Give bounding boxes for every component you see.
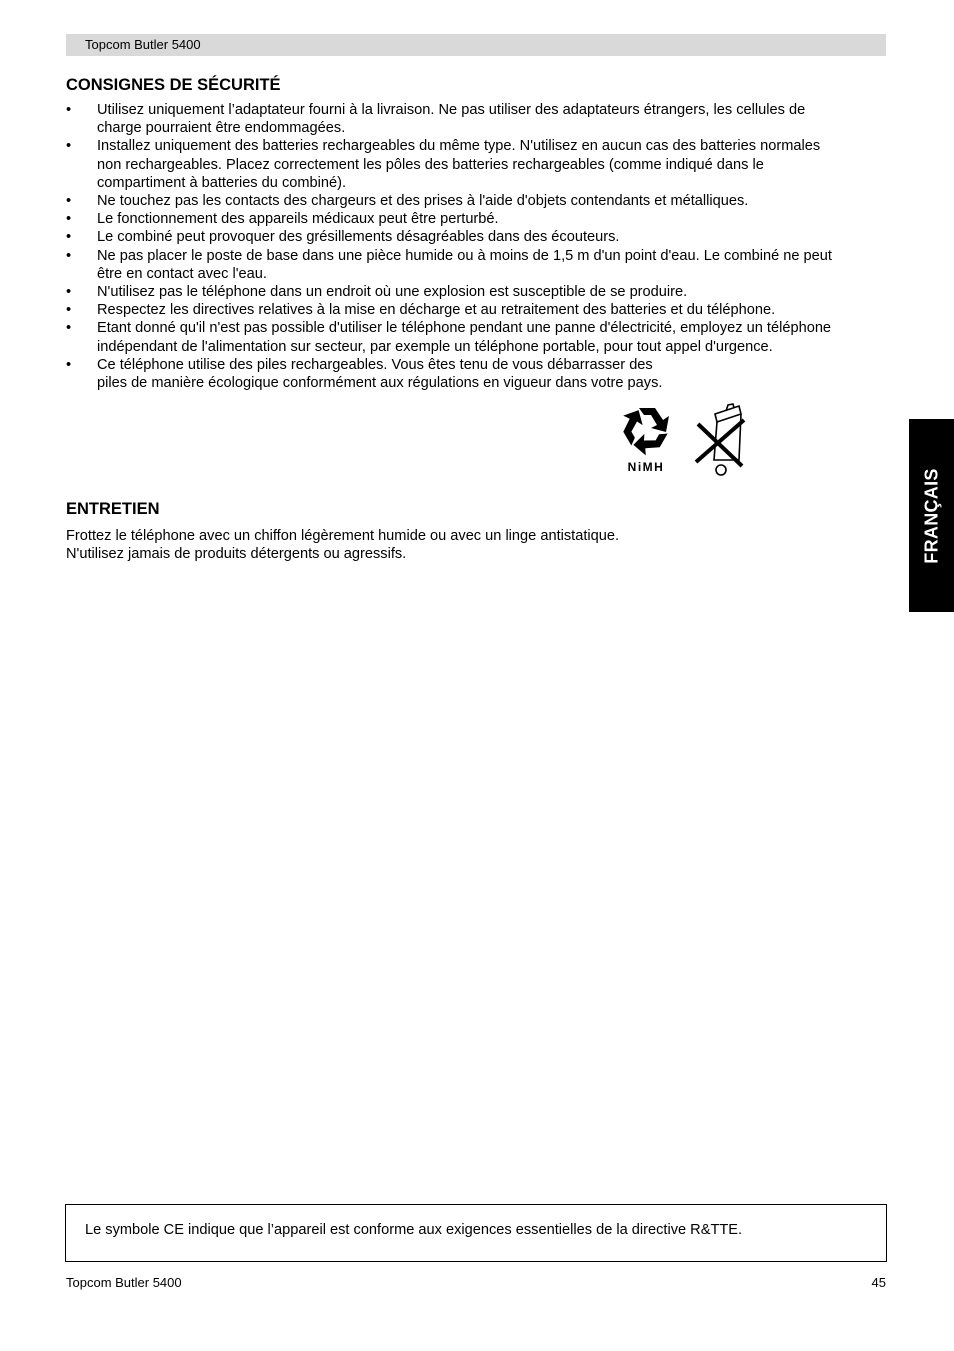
- bullet-mark: •: [66, 138, 72, 155]
- safety-bullet-line: charge pourraient être endommagées.: [97, 120, 346, 137]
- safety-bullet-item: [66, 319, 888, 355]
- safety-bullet-line: Ne pas placer le poste de base dans une pièce humide ou à moins de 1,5 m d'un point d'eau. Le combiné ne peut: [97, 247, 832, 264]
- section-title-entretien: ENTRETIEN: [66, 500, 160, 518]
- safety-bullet-line: compartiment à batteries du combiné).: [97, 174, 347, 191]
- entretien-line: Frottez le téléphone avec un chiffon légèrement humide ou avec un linge antistatique.: [66, 528, 620, 544]
- safety-bullet-line: Ne touchez pas les contacts des chargeurs et des prises à l'aide d'objets contendants et métalliques.: [97, 193, 749, 210]
- safety-bullet-item: [66, 356, 888, 392]
- safety-bullet-line: piles de manière écologique conformément aux régulations en vigueur dans votre pays.: [97, 375, 663, 392]
- bullet-mark: •: [66, 247, 72, 264]
- safety-bullet-list: [66, 101, 888, 392]
- nimh-label: NiMH: [627, 460, 665, 474]
- entretien-paragraph: [66, 527, 886, 563]
- safety-bullet-item: [66, 301, 888, 319]
- section-title-securite: CONSIGNES DE SÉCURITÉ: [66, 76, 281, 94]
- safety-bullet-line: N'utilisez pas le téléphone dans un endroit où une explosion est susceptible de se produire.: [97, 284, 688, 301]
- safety-bullet-item: [66, 137, 888, 192]
- bullet-mark: •: [66, 320, 72, 337]
- entretien-line: N'utilisez jamais de produits détergents ou agressifs.: [66, 546, 407, 563]
- running-header: [66, 34, 886, 56]
- disposal-symbols: [612, 400, 757, 480]
- ce-notice-text: Le symbole CE indique que l’appareil est conforme aux exigences essentielles de la directive R&TTE.: [85, 1222, 743, 1238]
- safety-bullet-item: [66, 247, 888, 283]
- safety-bullet-line: Ce téléphone utilise des piles rechargeables. Vous êtes tenu de vous débarrasser des: [97, 356, 653, 373]
- language-tab: [909, 419, 954, 612]
- bullet-mark: •: [66, 211, 72, 228]
- safety-bullet-line: Le combiné peut provoquer des grésillements désagréables dans des écouteurs.: [97, 229, 620, 246]
- footer-title: Topcom Butler 5400: [66, 1275, 182, 1290]
- running-header-title: Topcom Butler 5400: [85, 37, 201, 52]
- safety-bullet-line: être en contact avec l'eau.: [97, 265, 267, 282]
- bullet-mark: •: [66, 193, 72, 210]
- bullet-mark: •: [66, 356, 72, 373]
- crossed-out-bin-icon: [696, 404, 744, 475]
- safety-bullet-line: indépendant de l'alimentation sur secteur, par exemple un téléphone portable, pour tout appel d'urgence.: [97, 338, 773, 355]
- safety-bullet-item: [66, 228, 888, 246]
- safety-bullet-line: Respectez les directives relatives à la mise en décharge et au retraitement des batteries et du téléphone.: [97, 302, 776, 319]
- bullet-mark: •: [66, 302, 72, 319]
- safety-bullet-line: Le fonctionnement des appareils médicaux peut être perturbé.: [97, 211, 499, 228]
- safety-bullet-item: [66, 101, 888, 137]
- safety-bullet-line: Utilisez uniquement l’adaptateur fourni à la livraison. Ne pas utiliser des adaptateurs étrangers, les cellules de: [97, 102, 806, 118]
- bullet-mark: •: [66, 284, 72, 301]
- safety-bullet-item: [66, 210, 888, 228]
- bullet-mark: •: [66, 229, 72, 246]
- ce-notice-box: [65, 1204, 887, 1262]
- safety-bullet-item: [66, 192, 888, 210]
- safety-bullet-item: [66, 283, 888, 301]
- language-tab-label: FRANÇAIS: [921, 467, 941, 564]
- page-number: 45: [871, 1275, 886, 1290]
- recycle-icon: [616, 408, 669, 474]
- safety-bullet-line: non rechargeables. Placez correctement les pôles des batteries rechargeables (comme indiqué dans le: [97, 156, 764, 173]
- safety-bullet-line: Installez uniquement des batteries rechargeables du même type. N'utilisez en aucun cas des batteries normales: [97, 138, 821, 155]
- bullet-mark: •: [66, 102, 72, 118]
- safety-bullet-line: Etant donné qu'il n'est pas possible d'utiliser le téléphone pendant une panne d'électricité, employez un téléphone: [97, 320, 832, 337]
